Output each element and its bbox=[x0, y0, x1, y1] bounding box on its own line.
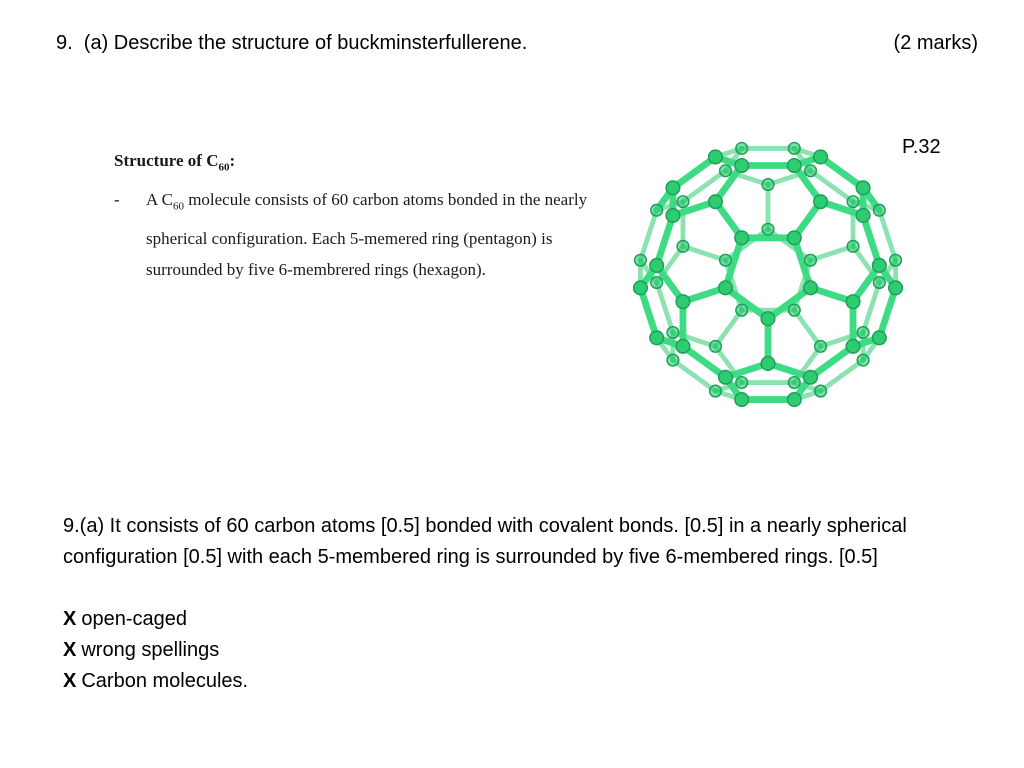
carbon-atom bbox=[650, 331, 664, 345]
answer-block bbox=[63, 511, 923, 697]
rejection-text: Carbon molecules. bbox=[81, 670, 249, 692]
carbon-bond bbox=[715, 310, 741, 346]
carbon-atom bbox=[635, 254, 647, 266]
textbook-excerpt bbox=[114, 148, 614, 285]
carbon-atom bbox=[735, 159, 749, 173]
carbon-atom bbox=[873, 277, 885, 289]
bullet-dash: - bbox=[114, 190, 120, 210]
question-marks: (2 marks) bbox=[893, 32, 978, 54]
carbon-atom bbox=[804, 370, 818, 384]
carbon-atom bbox=[735, 231, 749, 245]
question-text: 9. (a) Describe the structure of buckminsterfullerene. bbox=[56, 32, 528, 54]
carbon-atom bbox=[814, 150, 828, 164]
rejection-x-mark: X bbox=[63, 639, 77, 661]
carbon-atom bbox=[788, 304, 800, 316]
page-reference: P.32 bbox=[902, 136, 941, 158]
carbon-atom bbox=[667, 354, 679, 366]
carbon-atom bbox=[709, 195, 723, 209]
carbon-atom bbox=[719, 370, 733, 384]
carbon-bond bbox=[640, 210, 656, 260]
carbon-atom bbox=[805, 254, 817, 266]
carbon-atom bbox=[847, 196, 859, 208]
excerpt-title: Structure of $C_{60}$: bbox=[114, 151, 236, 174]
question-line bbox=[56, 30, 978, 56]
carbon-atom bbox=[805, 165, 817, 177]
carbon-atom bbox=[804, 281, 818, 295]
carbon-atom bbox=[787, 231, 801, 245]
carbon-atom bbox=[634, 281, 648, 295]
carbon-atom bbox=[710, 385, 722, 397]
carbon-atom bbox=[720, 254, 732, 266]
carbon-atom bbox=[762, 179, 774, 191]
carbon-atom bbox=[736, 304, 748, 316]
carbon-bond bbox=[683, 246, 726, 260]
carbon-atom bbox=[710, 341, 722, 353]
carbon-atom bbox=[676, 295, 690, 309]
carbon-atom bbox=[736, 377, 748, 389]
excerpt-body: A $C_{60}$ molecule consists of 60 carbon atoms bonded in the nearly spherical configuration. Each 5-memered ring (pentagon) is surrounded by five 6-membrered rings (hexagon). bbox=[146, 190, 588, 279]
carbon-atom bbox=[846, 295, 860, 309]
carbon-bond bbox=[794, 310, 820, 346]
carbon-atom bbox=[761, 312, 775, 326]
carbon-atom bbox=[709, 150, 723, 164]
rejection-list bbox=[63, 604, 923, 697]
carbon-bond bbox=[863, 215, 879, 265]
carbon-atom bbox=[847, 241, 859, 253]
carbon-atom bbox=[651, 277, 663, 289]
carbon-atom bbox=[651, 204, 663, 216]
carbon-atom bbox=[735, 393, 749, 407]
carbon-atom bbox=[787, 159, 801, 173]
excerpt-bullet bbox=[114, 184, 614, 284]
carbon-atom bbox=[873, 259, 887, 273]
carbon-atom bbox=[814, 195, 828, 209]
carbon-atom bbox=[856, 181, 870, 195]
carbon-bond bbox=[657, 215, 673, 265]
carbon-atom bbox=[815, 341, 827, 353]
carbon-atom bbox=[857, 354, 869, 366]
carbon-atom bbox=[667, 327, 679, 339]
carbon-atom bbox=[873, 331, 887, 345]
carbon-bond bbox=[811, 246, 854, 260]
carbon-atom bbox=[788, 143, 800, 155]
carbon-atom bbox=[815, 385, 827, 397]
rejection-item bbox=[63, 604, 923, 635]
carbon-atom bbox=[890, 254, 902, 266]
carbon-atom bbox=[788, 377, 800, 389]
rejection-x-mark: X bbox=[63, 670, 77, 692]
carbon-bond bbox=[879, 288, 895, 338]
carbon-atom bbox=[762, 223, 774, 235]
carbon-atom bbox=[720, 165, 732, 177]
rejection-text: wrong spellings bbox=[81, 639, 220, 661]
carbon-atom bbox=[677, 241, 689, 253]
carbon-atom bbox=[666, 209, 680, 223]
rejection-item bbox=[63, 666, 923, 697]
carbon-atom bbox=[873, 204, 885, 216]
carbon-atom bbox=[650, 259, 664, 273]
atom-layer bbox=[634, 143, 903, 407]
buckminsterfullerene-model bbox=[622, 128, 914, 420]
carbon-atom bbox=[889, 281, 903, 295]
carbon-atom bbox=[666, 181, 680, 195]
carbon-atom bbox=[787, 393, 801, 407]
carbon-atom bbox=[856, 209, 870, 223]
rejection-text: open-caged bbox=[81, 608, 187, 630]
rejection-item bbox=[63, 635, 923, 666]
carbon-atom bbox=[761, 357, 775, 371]
carbon-atom bbox=[857, 327, 869, 339]
rejection-x-mark: X bbox=[63, 608, 77, 630]
carbon-bond bbox=[640, 288, 656, 338]
carbon-atom bbox=[677, 196, 689, 208]
answer-text: 9.(a) It consists of 60 carbon atoms [0.5] bonded with covalent bonds. [0.5] in a nearly spherical configuration [0.5] with each 5-membered ring is surrounded by five 6-membered rings. [0.5] bbox=[63, 515, 907, 568]
carbon-atom bbox=[719, 281, 733, 295]
carbon-atom bbox=[676, 340, 690, 354]
carbon-atom bbox=[846, 340, 860, 354]
carbon-bond bbox=[879, 210, 895, 260]
carbon-atom bbox=[736, 143, 748, 155]
